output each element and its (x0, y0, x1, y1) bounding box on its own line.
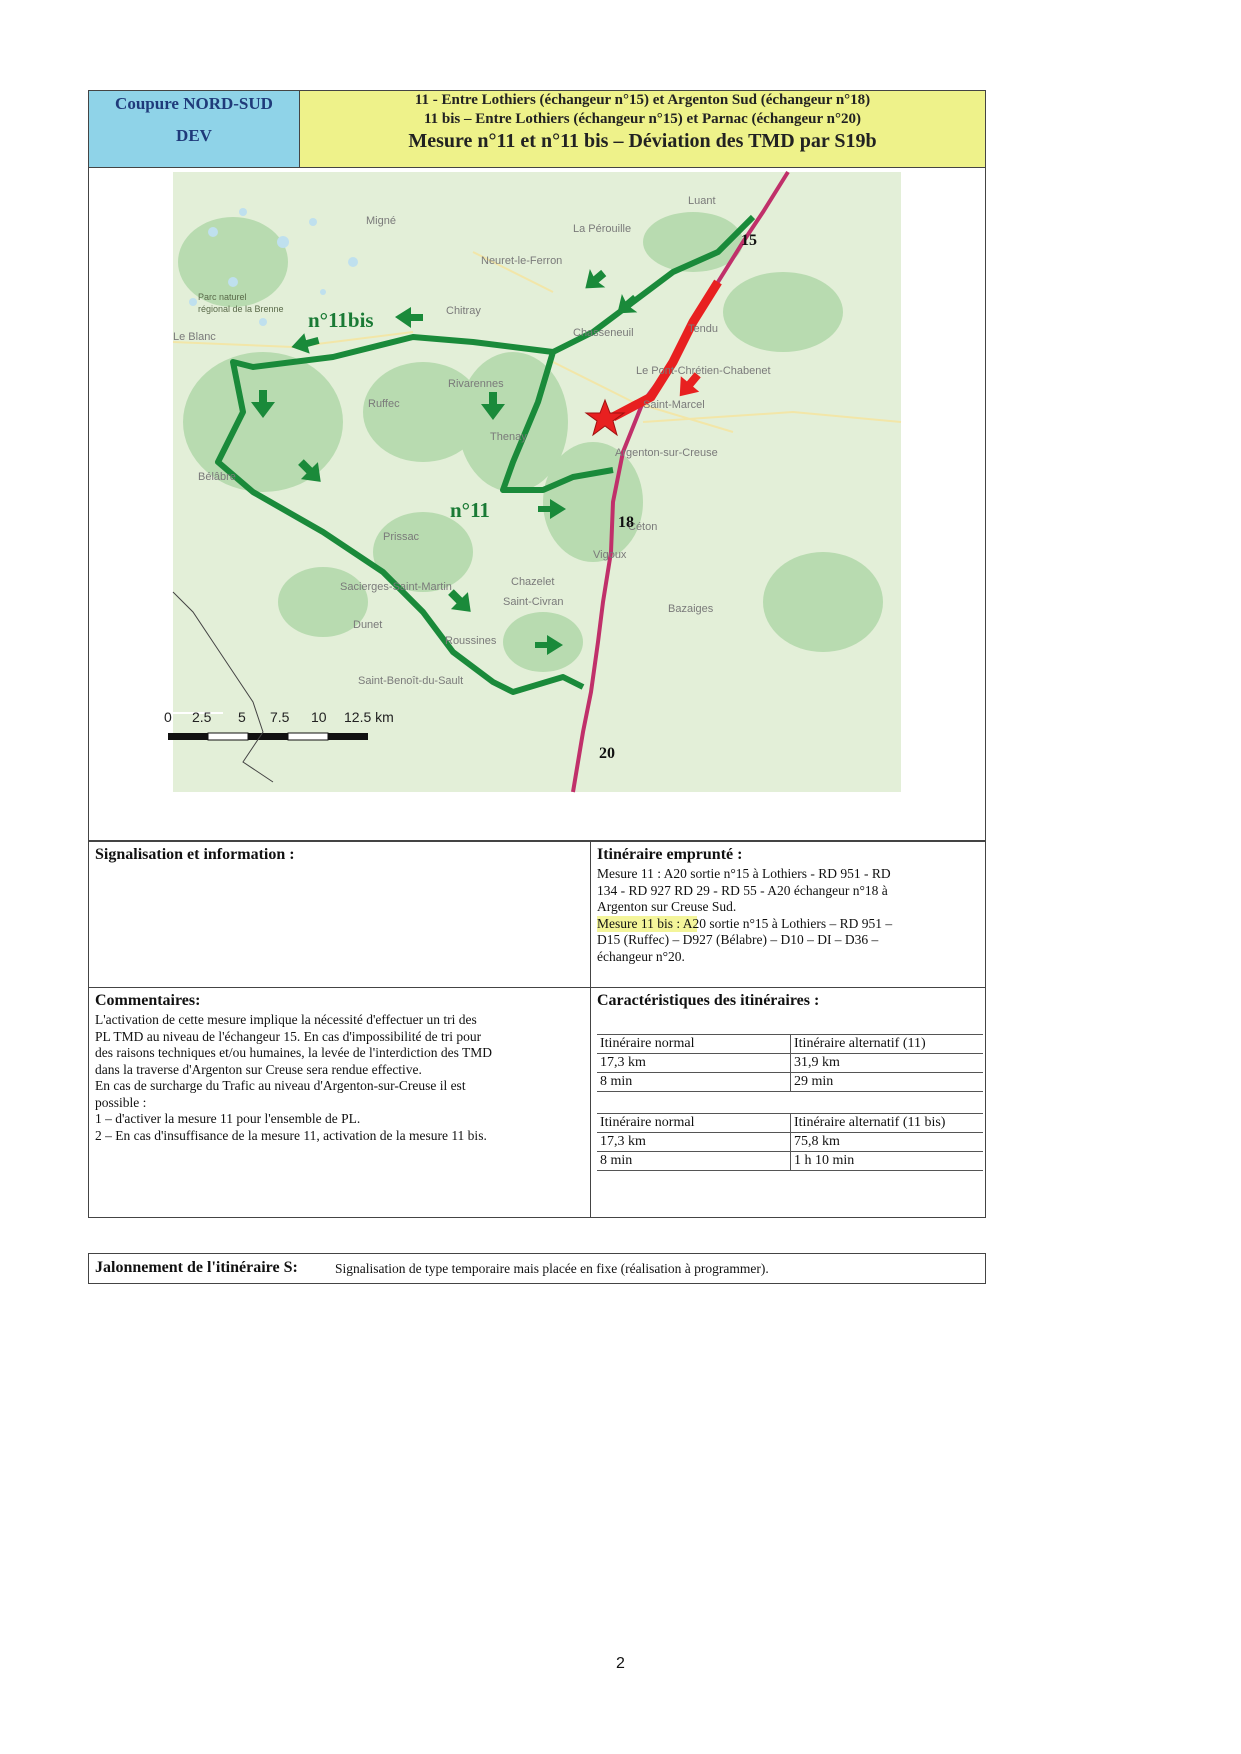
itineraire-line-3: Argenton sur Creuse Sud. (597, 899, 737, 914)
signalisation-title: Signalisation et information : (95, 846, 295, 863)
place-chitray: Chitray (446, 305, 481, 317)
header-left-cell (89, 91, 300, 167)
page-title: Mesure n°11 et n°11 bis – Déviation des TMD par S19b (408, 130, 877, 152)
commentaires-title: Commentaires: (95, 992, 201, 1009)
measure-11bis-desc: 11 bis – Entre Lothiers (échangeur n°15) et Parnac (échangeur n°20) (424, 111, 861, 127)
place-roussines: Roussines (445, 635, 497, 647)
t1-time-normal: 8 min (597, 1073, 790, 1092)
place-vigoux: Vigoux (593, 549, 627, 561)
itineraire-title: Itinéraire emprunté : (597, 846, 743, 863)
t1-header-alt: Itinéraire alternatif (11) (790, 1035, 983, 1054)
comment-line: 2 – En cas d'insuffisance de la mesure 11, activation de la mesure 11 bis. (95, 1127, 487, 1143)
place-leblanc: Le Blanc (173, 331, 216, 343)
t2-distance-alt: 75,8 km (790, 1133, 983, 1152)
place-celon: Céton (628, 521, 658, 533)
place-dunet: Dunet (353, 619, 383, 631)
place-parc: Parc naturel (198, 292, 247, 302)
place-luant: Luant (688, 195, 716, 207)
scale-12-5: 12.5 km (344, 709, 394, 725)
place-argenton: Argenton-sur-Creuse (615, 447, 718, 459)
exit-20-label: 20 (599, 745, 615, 762)
comment-line: dans la traverse d'Argenton sur Creuse sera rendue effective. (95, 1061, 422, 1077)
comment-line: PL TMD au niveau de l'échangeur 15. En cas d'impossibilité de tri pour (95, 1028, 482, 1044)
comment-line: des raisons techniques et/ou humaines, la levée de l'interdiction des TMD (95, 1045, 492, 1060)
place-pont: Le Pont-Chrétien-Chabenet (636, 365, 771, 377)
page-number: 2 (616, 1655, 625, 1672)
commentaires-text (95, 1012, 587, 1144)
itineraire-text (597, 866, 983, 965)
header-right-cell (300, 91, 985, 167)
place-migne: Migné (366, 215, 396, 227)
scale-bar (164, 709, 394, 740)
t1-time-alt: 29 min (790, 1073, 983, 1092)
t2-header-normal: Itinéraire normal (597, 1114, 790, 1133)
measure-11-desc: 11 - Entre Lothiers (échangeur n°15) et Argenton Sud (échangeur n°18) (414, 92, 871, 108)
t1-header-normal: Itinéraire normal (597, 1035, 790, 1054)
scale-7-5: 7.5 (270, 709, 290, 725)
place-stbenoit: Saint-Benoît-du-Sault (358, 675, 464, 687)
t1-distance-alt: 31,9 km (790, 1054, 983, 1073)
comment-line: En cas de surcharge du Trafic au niveau d'Argenton-sur-Creuse il est (95, 1078, 466, 1093)
scale-5: 5 (238, 709, 246, 725)
dev-label: DEV (176, 126, 212, 145)
place-stcivran: Saint-Civran (503, 596, 564, 608)
deviation-map (164, 172, 901, 792)
place-prissac: Prissac (383, 531, 420, 543)
caracteristiques-title: Caractéristiques des itinéraires : (597, 992, 820, 1009)
place-sacierges: Sacierges-Saint-Martin (340, 581, 452, 593)
itineraire-line-4: Mesure 11 bis : A20 sortie n°15 à Lothiers – RD 951 – (597, 916, 983, 933)
place-belabre: Bélâbre (198, 471, 236, 483)
comment-line: possible : (95, 1094, 147, 1110)
t2-time-alt: 1 h 10 min (790, 1152, 983, 1171)
route-11bis-label: n°11bis (308, 308, 374, 332)
place-parc2: régional de la Brenne (198, 304, 284, 314)
itineraire-line-6: échangeur n°20. (597, 948, 685, 964)
scale-0: 0 (164, 709, 172, 725)
t2-time-normal: 8 min (597, 1152, 790, 1171)
exit-15-label: 15 (741, 232, 757, 249)
itineraire-line-1: Mesure 11 : A20 sortie n°15 à Lothiers - RD 951 - RD (597, 866, 891, 881)
place-perouille: La Pérouille (573, 223, 632, 235)
comment-line: L'activation de cette mesure implique la nécessité d'effectuer un tri des (95, 1012, 477, 1027)
place-bazaiges: Bazaiges (668, 603, 714, 615)
jalonnement-text: Signalisation de type temporaire mais placée en fixe (réalisation à programmer). (335, 1261, 769, 1276)
exit-18-label: 18 (618, 514, 634, 531)
scale-10: 10 (311, 709, 327, 725)
place-rivarennes: Rivarennes (448, 378, 504, 390)
t1-distance-normal: 17,3 km (597, 1054, 790, 1073)
place-tendu: Tendu (688, 323, 718, 335)
place-chazelet: Chazelet (511, 576, 555, 588)
scale-2-5: 2.5 (192, 709, 212, 725)
itineraire-line-5: D15 (Ruffec) – D927 (Bélabre) – D10 – DI – D36 – (597, 932, 879, 947)
t2-distance-normal: 17,3 km (597, 1133, 790, 1152)
route-11-label: n°11 (450, 498, 490, 522)
jalonnement-box (88, 1253, 986, 1284)
table-1 (597, 1034, 983, 1096)
jalonnement-label: Jalonnement de l'itinéraire S: (95, 1259, 298, 1276)
place-stmarcel: Saint-Marcel (643, 399, 705, 411)
place-neuret: Neuret-le-Ferron (481, 255, 563, 267)
place-chasseneuil: Chasseneuil (573, 327, 634, 339)
t2-header-alt: Itinéraire alternatif (11 bis) (790, 1114, 983, 1133)
comment-line: 1 – d'activer la mesure 11 pour l'ensemble de PL. (95, 1111, 361, 1126)
coupure-label: Coupure NORD-SUD (115, 94, 273, 113)
place-thenay: Thenay (490, 431, 527, 443)
itineraire-line-2: 134 - RD 927 RD 29 - RD 55 - A20 échangeur n°18 à (597, 882, 888, 898)
table-2 (597, 1113, 983, 1175)
place-ruffec: Ruffec (368, 398, 400, 410)
